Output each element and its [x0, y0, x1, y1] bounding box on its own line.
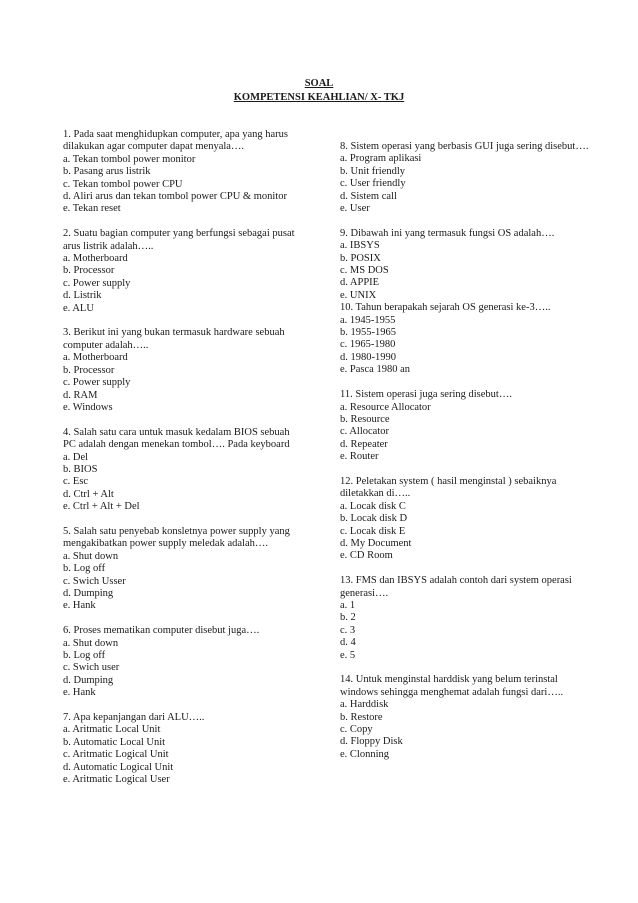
answer-option: d. Ctrl + Alt — [63, 488, 114, 500]
question-text: 5. Salah satu penyebab konsletnya power supply yang mengakibatkan power supply meledak adalah…. — [63, 525, 290, 550]
question-text: 2. Suatu bagian computer yang berfungsi sebagai pusat arus listrik adalah….. — [63, 228, 295, 252]
question-block — [63, 129, 303, 216]
answer-option: a. Shut down — [63, 550, 119, 562]
answer-option: c. Aritmatic Logical Unit — [63, 749, 169, 761]
answer-option: a. Motherboard — [63, 253, 128, 265]
question-text: 1. Pada saat menghidupkan computer, apa yang harus dilakukan agar computer dapat menyala…. — [63, 129, 288, 153]
answer-option: b. Automatic Local Unit — [63, 736, 166, 748]
answer-option: b. Pasang arus listrik — [63, 166, 151, 178]
answer-option: a. Resource Allocator — [340, 401, 431, 413]
answer-option: b. Resource — [340, 413, 390, 425]
question-text: 12. Peletakan system ( hasil menginstal ) sebaiknya diletakkan di….. — [340, 475, 557, 500]
answer-option: d. Dumping — [63, 674, 114, 686]
answer-option: a. Shut down — [63, 637, 119, 649]
answer-option: e. Hank — [63, 687, 96, 699]
answer-option: c. MS DOS — [340, 265, 389, 277]
question-block — [340, 141, 590, 215]
answer-option: c. Power supply — [63, 277, 131, 289]
answer-option: e. Pasca 1980 an — [340, 364, 410, 376]
document-header — [0, 77, 638, 105]
question-text: 11. Sistem operasi juga sering disebut…. — [340, 389, 512, 401]
answer-option: c. Copy — [340, 724, 373, 736]
answer-option: c. Locak disk E — [340, 525, 406, 537]
question-text: 4. Salah satu cara untuk masuk kedalam BIOS sebuah PC adalah dengan menekan tombol…. Pada keyboard — [63, 426, 290, 451]
question-text: 3. Berikut ini yang bukan termasuk hardware sebuah computer adalah….. — [63, 327, 285, 351]
answer-option: a. Program aplikasi — [340, 153, 422, 165]
right-question-column — [340, 141, 590, 774]
answer-option: b. Log off — [63, 563, 106, 575]
answer-option: a. 1 — [340, 599, 356, 611]
answer-option: e. UNIX — [340, 289, 377, 301]
question-block — [340, 389, 590, 463]
answer-option: b. Locak disk D — [340, 513, 408, 525]
question-block — [63, 228, 303, 315]
answer-option: b. Processor — [63, 265, 115, 277]
answer-option: d. My Document — [340, 537, 412, 549]
answer-option: e. Clonning — [340, 748, 389, 760]
answer-option: e. Ctrl + Alt + Del — [63, 501, 140, 513]
question-text: 14. Untuk menginstal harddisk yang belum terinstal windows sehingga menghemat adalah fungsi dari….. — [340, 674, 564, 698]
answer-option: b. POSIX — [340, 252, 381, 264]
question-text: 8. Sistem operasi yang berbasis GUI juga sering disebut…. — [340, 141, 589, 152]
question-block — [340, 476, 590, 563]
answer-option: a. Motherboard — [63, 352, 128, 364]
answer-option: b. 1955-1965 — [340, 327, 396, 339]
question-block — [63, 625, 303, 699]
answer-option: d. Dumping — [63, 587, 114, 599]
answer-option: b. Unit friendly — [340, 165, 406, 177]
question-block — [340, 228, 590, 302]
answer-option: b. Restore — [340, 711, 383, 723]
answer-option: b. Log off — [63, 649, 106, 661]
left-question-column — [63, 129, 303, 799]
answer-option: c. Swich user — [63, 662, 120, 674]
answer-option: a. Locak disk C — [340, 500, 406, 512]
answer-option: d. 1980-1990 — [340, 351, 396, 363]
answer-option: e. Router — [340, 451, 379, 463]
answer-option: d. Floppy Disk — [340, 736, 403, 748]
answer-option: e. User — [340, 203, 370, 215]
answer-option: d. 4 — [340, 637, 356, 649]
answer-option: c. 1965-1980 — [340, 339, 396, 351]
answer-option: b. BIOS — [63, 463, 98, 475]
answer-option: d. Sistem call — [340, 190, 397, 202]
document-subtitle: KOMPETENSI KEAHLIAN/ X- TKJ — [233, 92, 405, 103]
question-block — [63, 712, 303, 786]
answer-option: c. Allocator — [340, 426, 389, 438]
answer-option: e. CD Room — [340, 550, 393, 562]
question-text: 7. Apa kepanjangan dari ALU….. — [63, 712, 205, 723]
answer-option: e. 5 — [340, 649, 356, 661]
answer-option: d. APPIE — [340, 277, 380, 289]
answer-option: a. Del — [63, 451, 89, 463]
question-text: 9. Dibawah ini yang termasuk fungsi OS adalah…. — [340, 227, 555, 239]
answer-option: c. Power supply — [63, 377, 131, 389]
question-block — [340, 674, 590, 761]
answer-option: a. IBSYS — [340, 240, 380, 252]
answer-option: a. Aritmatic Local Unit — [63, 724, 161, 736]
question-block — [63, 427, 303, 514]
answer-option: d. Automatic Logical Unit — [63, 761, 174, 773]
answer-option: b. 2 — [340, 612, 356, 624]
question-text: 13. FMS dan IBSYS adalah contoh dari system operasi generasi…. — [340, 575, 572, 599]
answer-option: e. ALU — [63, 302, 94, 314]
question-block — [63, 526, 303, 613]
answer-option: e. Aritmatic Logical User — [63, 774, 170, 786]
answer-option: c. Swich Usser — [63, 575, 126, 587]
answer-option: d. Listrik — [63, 290, 102, 302]
answer-option: d. Aliri arus dan tekan tombol power CPU & monitor — [63, 191, 287, 203]
question-block — [340, 302, 590, 376]
answer-option: e. Hank — [63, 600, 96, 612]
question-text: 6. Proses mematikan computer disebut juga…. — [63, 625, 260, 637]
answer-option: b. Processor — [63, 364, 115, 376]
answer-option: c. User friendly — [340, 178, 406, 190]
question-block — [63, 327, 303, 414]
answer-option: a. Tekan tombol power monitor — [63, 153, 196, 165]
answer-option: c. 3 — [340, 624, 356, 636]
answer-option: e. Tekan reset — [63, 203, 121, 215]
answer-option: e. Windows — [63, 401, 113, 413]
answer-option: d. Repeater — [340, 438, 388, 450]
document-title: SOAL — [304, 78, 334, 89]
answer-option: a. 1945-1955 — [340, 314, 396, 326]
question-block — [340, 575, 590, 662]
answer-option: c. Tekan tombol power CPU — [63, 178, 183, 190]
answer-option: d. RAM — [63, 389, 98, 401]
answer-option: a. Harddisk — [340, 699, 389, 711]
question-text: 10. Tahun berapakah sejarah OS generasi ke-3….. — [340, 302, 551, 314]
answer-option: c. Esc — [63, 476, 89, 488]
